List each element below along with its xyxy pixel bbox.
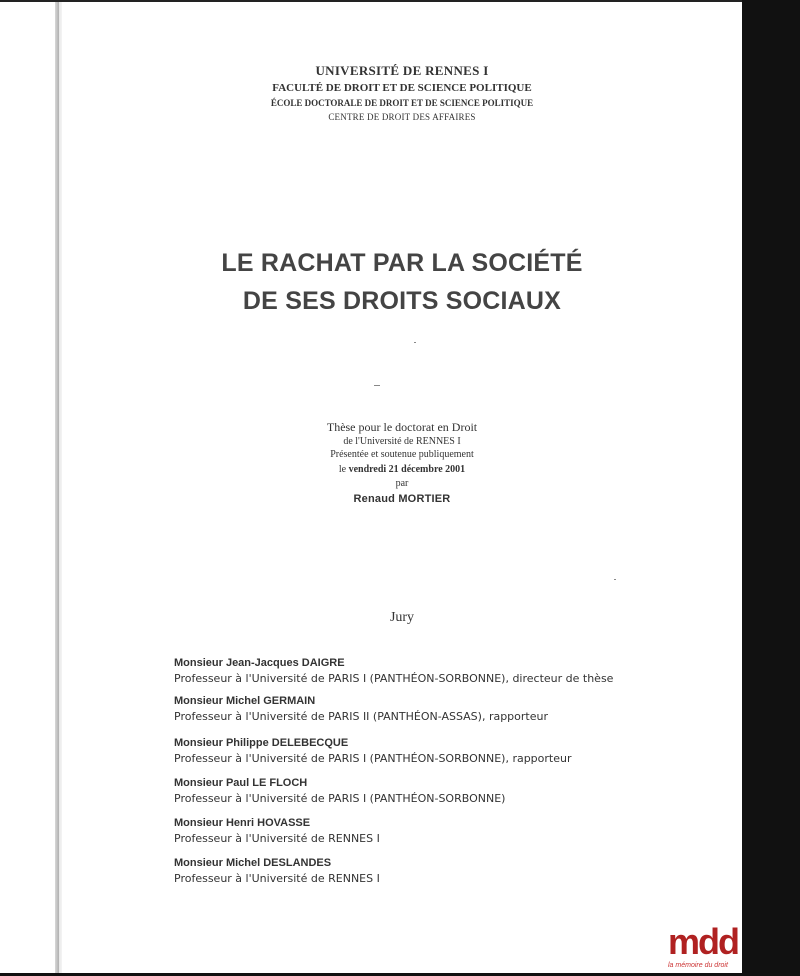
jury-member-role: Professeur à l'Université de PARIS II (PANTHÉON-ASSAS), rapporteur — [174, 710, 548, 723]
jury-member-name: Monsieur Michel DESLANDES — [174, 857, 332, 869]
jury-member — [174, 855, 734, 886]
jury-member — [174, 655, 734, 686]
mdd-logo-tagline: la mémoire du droit — [668, 962, 728, 969]
thesis-defense: Présentée et soutenue publiquement — [330, 449, 474, 460]
mdd-logo-text: mdd — [668, 921, 738, 962]
scan-margin-left — [0, 0, 57, 976]
jury-member-name: Monsieur Jean-Jacques DAIGRE — [174, 657, 345, 669]
jury-member-name: Monsieur Philippe DELEBECQUE — [174, 737, 349, 749]
thesis-details — [62, 419, 742, 508]
jury-member-role: Professeur à l'Université de PARIS I (PANTHÉON-SORBONNE), rapporteur — [174, 752, 572, 765]
jury-list — [174, 655, 734, 886]
jury-member-role: Professeur à l'Université de RENNES I — [174, 832, 380, 845]
title-line-2: DE SES DROITS SOCIAUX — [242, 287, 562, 315]
scan-border-right — [742, 0, 800, 976]
jury-member-role: Professeur à l'Université de PARIS I (PANTHÉON-SORBONNE) — [174, 792, 506, 805]
thesis-university: de l'Université de RENNES I — [343, 436, 461, 447]
faculty-name: FACULTÉ DE DROIT ET DE SCIENCE POLITIQUE — [272, 82, 532, 94]
thesis-date — [62, 462, 742, 477]
mdd-logo — [668, 921, 748, 974]
jury-member-role: Professeur à l'Université de PARIS I (PANTHÉON-SORBONNE), directeur de thèse — [174, 672, 614, 685]
thesis-date-value: vendredi 21 décembre 2001 — [348, 464, 466, 475]
jury-member — [174, 815, 734, 846]
scan-speck — [614, 579, 616, 580]
thesis-author: Renaud MORTIER — [353, 493, 451, 505]
thesis-degree: Thèse pour le doctorat en Droit — [326, 420, 478, 434]
thesis-date-prefix: le — [338, 464, 349, 475]
jury-member-role: Professeur à l'Université de RENNES I — [174, 872, 380, 885]
title-line-1: LE RACHAT PAR LA SOCIÉTÉ — [221, 249, 583, 277]
research-centre-name: CENTRE DE DROIT DES AFFAIRES — [328, 112, 476, 122]
jury-member — [174, 693, 734, 724]
university-name: UNIVERSITÉ DE RENNES I — [315, 63, 489, 78]
jury-member-name: Monsieur Paul LE FLOCH — [174, 777, 308, 789]
institution-header — [62, 62, 742, 124]
document-page — [62, 2, 742, 973]
jury-heading: Jury — [389, 610, 415, 625]
jury-member-name: Monsieur Henri HOVASSE — [174, 817, 311, 829]
thesis-by: par — [395, 478, 409, 489]
jury-member — [174, 735, 734, 766]
scan-speck — [374, 385, 380, 386]
jury-member-name: Monsieur Michel GERMAIN — [174, 695, 316, 707]
thesis-title — [62, 244, 742, 320]
doctoral-school-name: ÉCOLE DOCTORALE DE DROIT ET DE SCIENCE POLITIQUE — [270, 98, 534, 108]
scan-speck — [414, 342, 416, 343]
jury-member — [174, 775, 734, 806]
